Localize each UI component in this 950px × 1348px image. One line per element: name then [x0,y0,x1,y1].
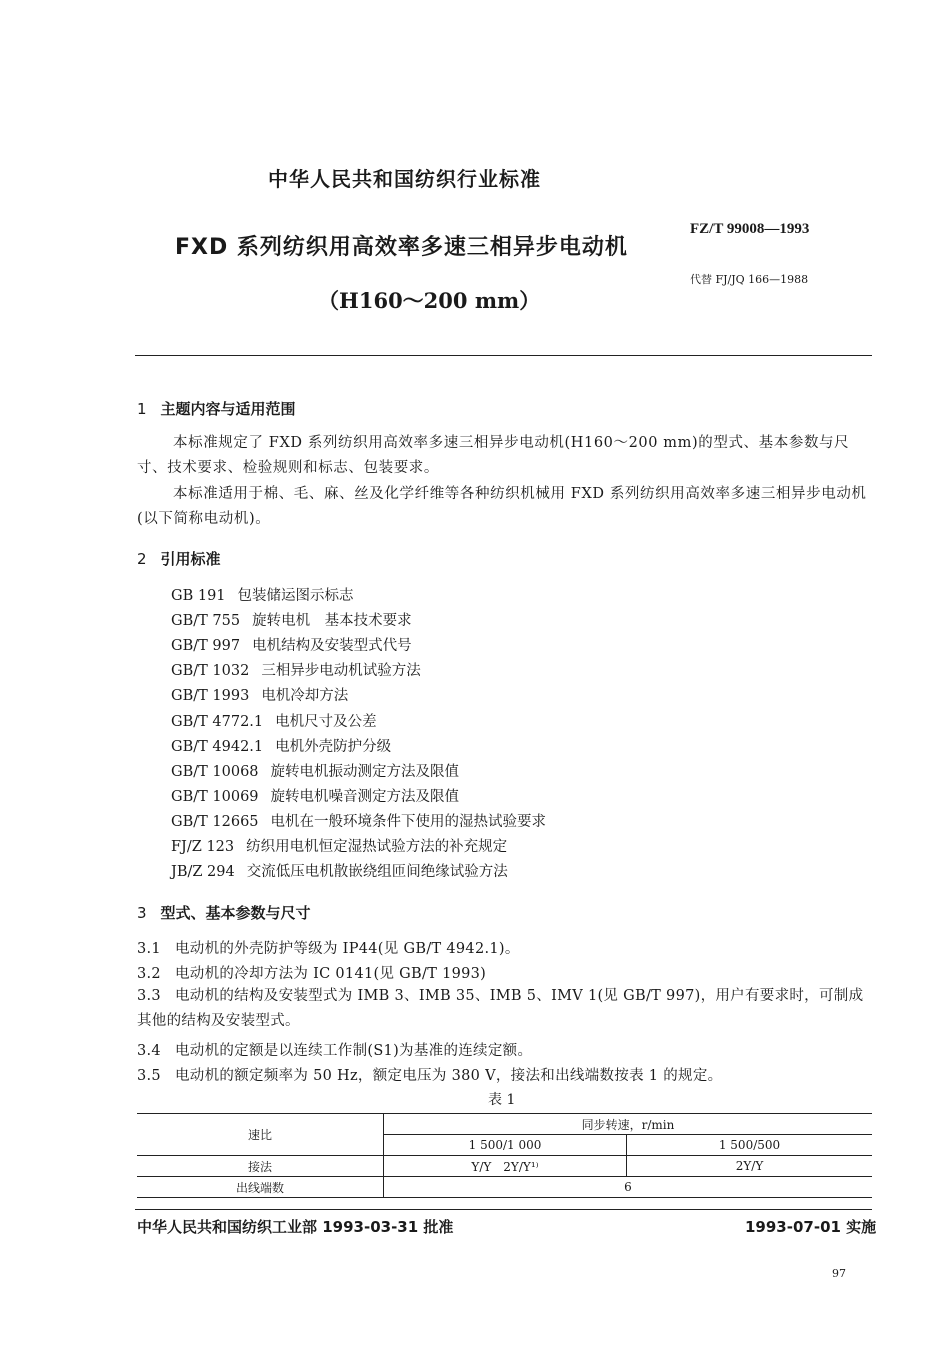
table-cell: 1 500/1 000 [384,1135,627,1156]
table-cell: 1 500/500 [627,1135,873,1156]
document-title: FXD 系列纺织用高效率多速三相异步电动机 [175,235,628,260]
approval-line: 中华人民共和国纺织工业部 1993-03-31 批准 [137,1218,454,1236]
section-2-heading: 2 引用标准 [137,550,221,568]
section-1-para-1: 本标准规定了 FXD 系列纺织用高效率多速三相异步电动机(H160～200 mm)的型式、基本参数与尺寸、技术要求、检验规则和标志、包装要求。 [137,435,850,476]
row-header-terminals: 出线端数 [235,1180,284,1195]
reference-item: JB/Z 294 交流低压电机散嵌绕组匝间绝缘试验方法 [171,864,508,880]
row-header-speed-ratio: 速比 [247,1128,272,1142]
table-caption: 表 1 [488,1092,516,1108]
reference-item: GB/T 755 旋转电机 基本技术要求 [171,613,412,629]
reference-item: GB/T 10068 旋转电机振动测定方法及限值 [171,764,460,780]
reference-item: FJ/Z 123 纺织用电机恒定湿热试验方法的补充规定 [171,839,508,855]
sync-speed-header: 同步转速，r/min [384,1114,873,1135]
section-1-heading: 1 主题内容与适用范围 [137,400,296,418]
document-org: 中华人民共和国纺织行业标准 [268,167,541,191]
document-subtitle: （H160～200 mm） [318,288,541,313]
reference-item: GB/T 10069 旋转电机噪音测定方法及限值 [171,789,460,805]
reference-item: GB/T 4942.1 电机外壳防护分级 [171,739,392,755]
table-cell: 2Y/Y [627,1156,873,1177]
clause-3-1: 3.1 电动机的外壳防护等级为 IP44(见 GB/T 4942.1)。 [137,941,520,957]
reference-item: GB 191 包装储运图示标志 [171,588,354,604]
clause-3-4: 3.4 电动机的定额是以连续工作制(S1)为基准的连续定额。 [137,1043,533,1059]
clause-3-5: 3.5 电动机的额定频率为 50 Hz，额定电压为 380 V，接法和出线端数按表 1 的规定。 [137,1068,723,1084]
section-1-para-2: 本标准适用于棉、毛、麻、丝及化学纤维等各种纺织机械用 FXD 系列纺织用高效率多速三相异步电动机(以下简称电动机)。 [137,486,867,527]
reference-item: GB/T 1032 三相异步电动机试验方法 [171,663,421,679]
reference-item: GB/T 1993 电机冷却方法 [171,688,349,704]
reference-item: GB/T 12665 电机在一般环境条件下使用的湿热试验要求 [171,814,547,830]
table-cell: 6 [384,1177,873,1198]
reference-item: GB/T 997 电机结构及安装型式代号 [171,638,412,654]
table-1 [137,1113,872,1198]
standard-number: FZ/T 99008—1993 [690,221,810,237]
effective-date: 1993-07-01 实施 [745,1218,877,1236]
table-cell: Y/Y 2Y/Y¹⁾ [384,1156,627,1177]
clause-3-2: 3.2 电动机的冷却方法为 IC 0141(见 GB/T 1993) [137,966,487,982]
row-header-connection: 接法 [247,1159,272,1174]
reference-item: GB/T 4772.1 电机尺寸及公差 [171,714,377,730]
clause-3-3: 3.3 电动机的结构及安装型式为 IMB 3、IMB 35、IMB 5、IMV 1(见 GB/T 997)，用户有要求时，可制成其他的结构及安装型式。 [137,988,864,1029]
replaces-standard: 代替 FJ/JQ 166—1988 [690,273,809,286]
header-divider [135,355,872,356]
footer-divider [135,1209,872,1210]
section-3-heading: 3 型式、基本参数与尺寸 [137,904,311,922]
page-number: 97 [832,1267,846,1280]
